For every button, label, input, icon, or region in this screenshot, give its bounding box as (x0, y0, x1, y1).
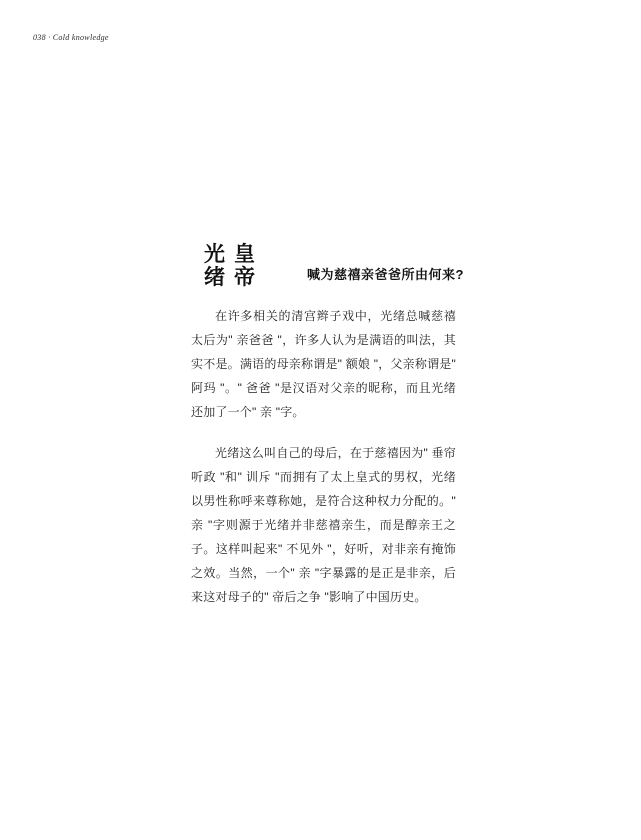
paragraph-1: 在许多相关的清宫辫子戏中，光绪总喊慈禧太后为" 亲爸爸 "，许多人认为是满语的叫法，其实不是。满语的母亲称谓是" 额娘 "，父亲称谓是" 阿玛 "。" 爸爸 "是汉语对父亲的昵称，而且光绪还加了一个" 亲 "字。 (191, 309, 456, 419)
article-subtitle: 喊为慈禧亲爸爸所由何来? (307, 266, 464, 282)
article-header (191, 243, 464, 289)
article-body (191, 304, 456, 609)
paragraph-2: 光绪这么叫自己的母后，在于慈禧因为" 垂帘听政 "和" 训斥 "而拥有了太上皇式的男权，光绪以男性称呼来尊称她，是符合这种权力分配的。" 亲 "字则源于光绪并非慈禧亲生，而是醇亲王之子。这样叫起来" 不见外 "，好听，对非亲有掩饰之效。当然，一个" 亲 "字暴露的是正是非亲，后来这对母子的" 帝后之争 "影响了中国历史。 (191, 446, 456, 604)
article-title-row-1: 光皇 (204, 243, 264, 266)
article-title-row-2: 绪帝 (204, 266, 264, 289)
article-title (204, 243, 264, 289)
running-head: 038 · Cold knowledge (33, 33, 109, 42)
